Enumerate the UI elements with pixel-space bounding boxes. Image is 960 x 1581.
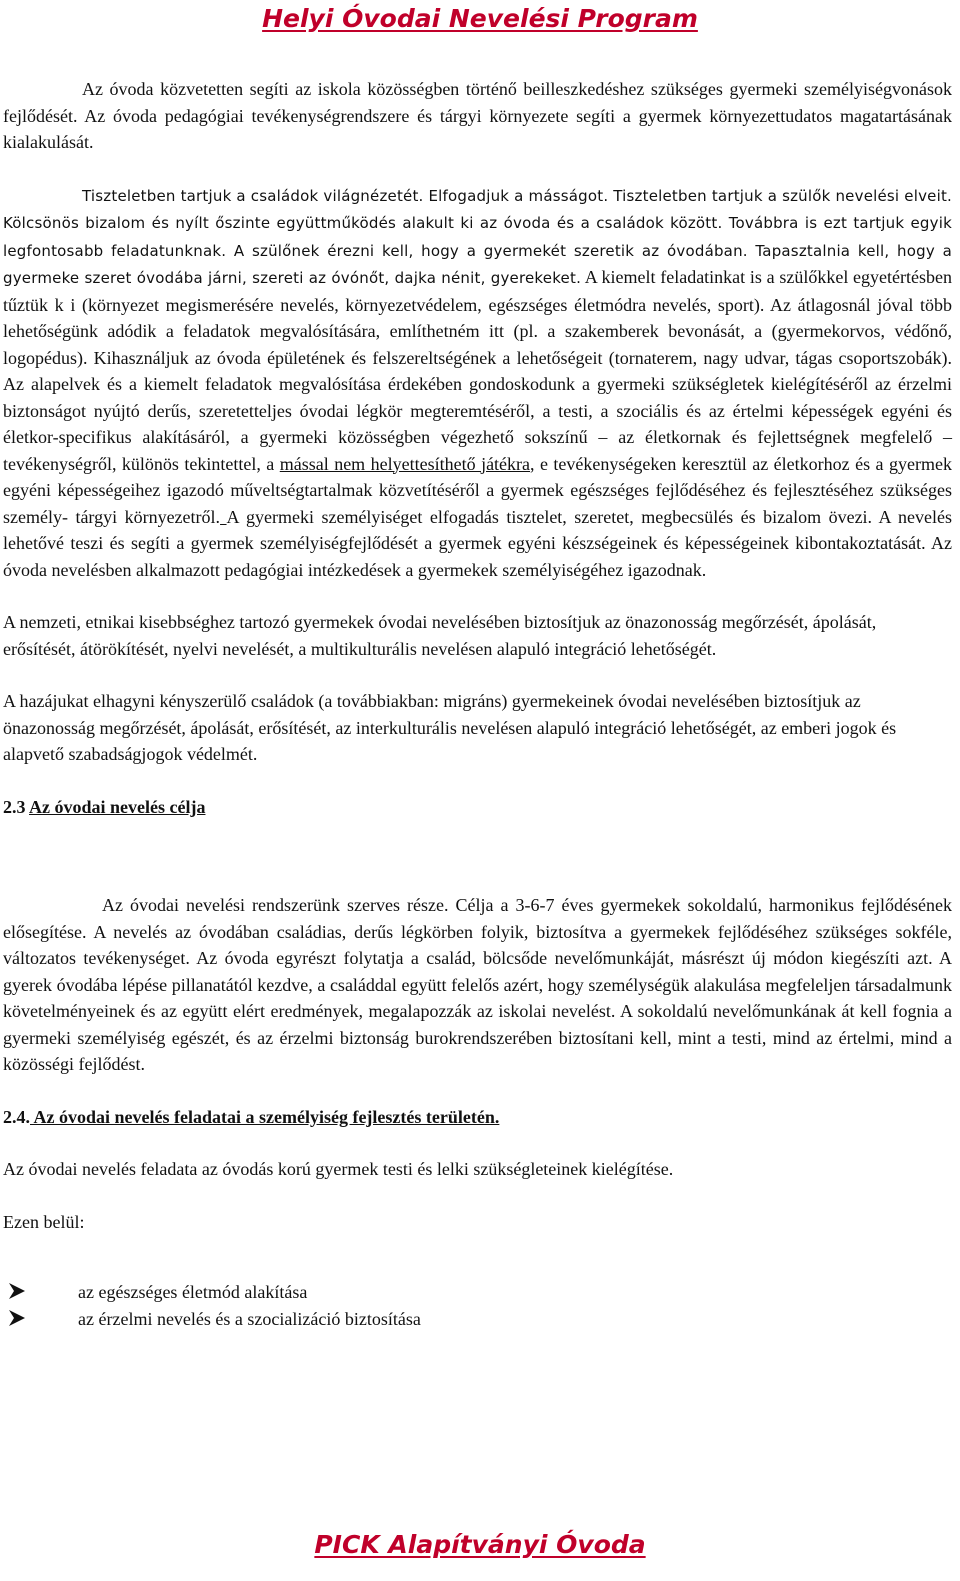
page-footer: PICK Alapítványi Óvoda: [314, 1530, 646, 1559]
arrow-bullet-icon: [8, 1282, 26, 1300]
list-item-text: az érzelmi nevelés és a szocializáció biztosítása: [78, 1308, 421, 1329]
paragraph-2-sans-text: Tiszteletben tartjuk a családok világnézetét. Elfogadjuk a másságot. Tiszteletben tartjuk a szülők nevelési elveit. Kölcsönös bizalom és nyílt őszinte együttműködés alakult ki az óvoda és a családok között. Továbbra is ezt tartjuk egyik legfontosabb feladatunknak. A szülőnek érezni kell, hogy a gyermekét szeretik az óvodában. Tapasztalnia kell, hogy a gyermeke szeret óvodába járni, szereti az óvónőt, dajka nénit, gyerekeket.: [3, 186, 952, 287]
heading-2-3-number: 2.3: [3, 796, 30, 817]
paragraph-4: A hazájukat elhagyni kényszerülő családok (a továbbiakban: migráns) gyermekeinek óvodai nevelésében biztosítjuk az önazonosság megőrzését, ápolását, erősítését, az interkulturális nevelésen alapuló integráció lehetőségét, az emberi jogok és alapvető szabadságjogok védelmét.: [3, 691, 897, 764]
paragraph-2-underlined-text: mással nem helyettesíthető játékra: [279, 453, 531, 474]
paragraph-2-text-a: A kiemelt feladatinkat is a szülőkkel egyetértésben tűztük k i (környezet megismerésére nevelés, környezetvédelem, egészséges életmódra nevelés, sport). Az átlagosnál jóval több lehetőségünk adódik a feladatok megvalósítására, említhetném itt (pl. a szakemberek bevonását, a (gyermekorvos, védőnő, logopédus). Kihasználjuk az óvoda épületének és felszereltségének a lehetőségeit (tornaterem, nagy udvar, tágas csoportszobák). Az alapelvek és a kiemelt feladatok megvalósítása érdekében gondoskodunk a gyermeki szükségletek kielégítéséről az érzelmi biztonságot nyújtó derűs, szeretetteljes óvodai légkör megteremtéséről, a testi, a szociális és az értelmi képességek egyéni és életkor-specifikus alakításáról, a gyermeki közösségben végezhető sokszínű – az életkornak és fejlettségnek megfelelő – tevékenységről, különös tekintettel, a: [3, 267, 952, 474]
page-header: Helyi Óvodai Nevelési Program: [262, 4, 698, 33]
paragraph-2-text-b: , e tevékenységeken keresztül az életkorhoz és a gyermek egyéni képességeihez igazodó műveltségtartalmak közvetítéséről a gyermek egészséges fejlődéséhez és fejlesztéséhez szükséges személy- tárgyi környezetről.: [3, 453, 952, 527]
heading-2-4-title: Az óvodai nevelés feladatai a személyiség fejlesztés területén.: [30, 1106, 500, 1127]
paragraph-3: A nemzeti, etnikai kisebbséghez tartozó gyermekek óvodai nevelésében biztosítjuk az önazonosság megőrzését, ápolását, erősítését, átörökítését, nyelvi nevelését, a multikulturális nevelésen alapuló integráció lehetőségét.: [3, 612, 877, 659]
document-body: [3, 76, 952, 1332]
paragraph-2-text-c: A gyermeki személyiséget elfogadás tisztelet, szeretet, megbecsülés és bizalom övezi. A nevelés lehetővé teszi és segíti a gyermek személyiségfejlődését a gyermek egyéni készségeinek és képességeinek kibontakoztatását. Az óvoda nevelésben alkalmazott pedagógiai intézkedések a gyermekek személyiségéhez igazodnak.: [3, 506, 952, 580]
paragraph-6: Az óvodai nevelés feladata az óvodás korú gyermek testi és lelki szükségleteinek kielégítése.: [3, 1159, 674, 1179]
heading-2-3: [3, 794, 952, 821]
heading-2-4-number: 2.4.: [3, 1106, 30, 1127]
paragraph-1: Az óvoda közvetetten segíti az iskola közösségben történő beilleszkedéshez szükséges gyermeki személyiségvonások fejlődését. Az óvoda pedagógiai tevékenységrendszere és tárgyi környezete segíti a gyermek környezettudatos magatartásának kialakulását.: [3, 79, 952, 152]
list-item: [3, 1306, 952, 1333]
bullet-list: [3, 1279, 952, 1332]
arrow-bullet-icon: [8, 1309, 26, 1327]
list-item-text: az egészséges életmód alakítása: [78, 1282, 308, 1302]
paragraph-7: Ezen belül:: [3, 1211, 85, 1232]
heading-2-4: [3, 1104, 952, 1131]
list-item: [3, 1279, 952, 1306]
heading-2-3-title: Az óvodai nevelés célja: [29, 796, 206, 817]
paragraph-5: Az óvodai nevelési rendszerünk szerves része. Célja a 3-6-7 éves gyermekek sokoldalú, harmonikus fejlődésének elősegítése. A nevelés az óvodában családias, derűs légkörben folyik, biztosítva a gyermekek fejlődéséhez szükséges sokféle, változatos tevékenységet. Az óvoda egyrészt folytatja a család, bölcsőde nevelőmunkáját, másrészt új módon kiegészíti azt. A gyerek óvodába lépése pillanatától kezdve, a családdal együtt felelős azért, hogy személységük alakulása megfeleljen társadalmunk követelményeinek és az együtt elért eredmények, megalapozzák az iskolai nevelést. A sokoldalú nevelőmunkának át kell fognia a gyermeki személyiség egészét, és az érzelmi biztonság burokrendszerében biztosítani kell, mint a testi, mind az értelmi, mind a közösségi fejlődést.: [3, 895, 952, 1074]
paragraph-2: [3, 182, 952, 584]
